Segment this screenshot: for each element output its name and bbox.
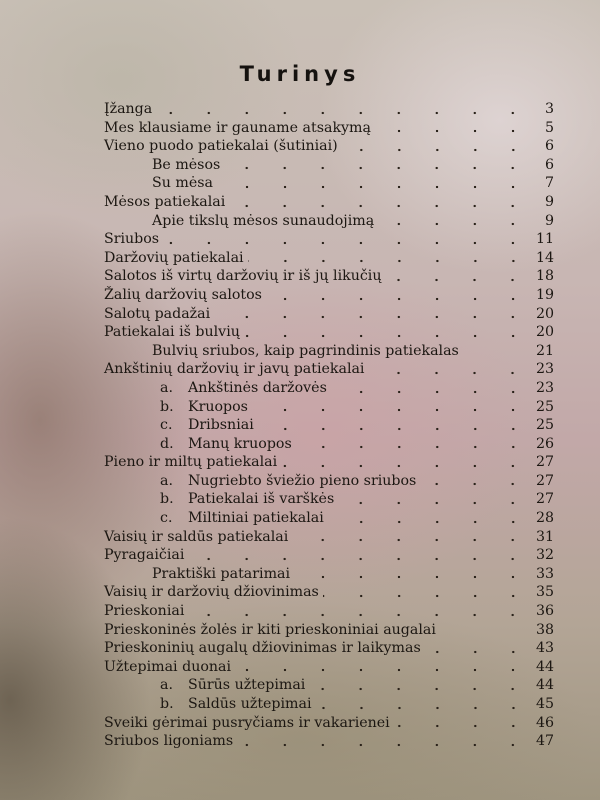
- toc-entry-page-number: 35: [535, 584, 554, 601]
- toc-entry-page-number: 26: [535, 435, 554, 452]
- toc-entry: [104, 249, 554, 268]
- toc-entry: [104, 398, 554, 417]
- toc-entry: [104, 305, 554, 324]
- toc-entry-label: [104, 583, 323, 602]
- toc-entry: [104, 119, 554, 138]
- toc-entry: [104, 714, 554, 733]
- dot-leader: [294, 565, 524, 584]
- dot-leader: [296, 435, 524, 454]
- toc-entry-text: Mes klausiame ir gauname atsakymą: [104, 119, 371, 136]
- toc-entry-text: Patiekalai iš varškės: [188, 491, 335, 508]
- toc-entry-label: [104, 286, 266, 305]
- dot-leader: [309, 676, 524, 695]
- toc-entry-page-number: 36: [535, 603, 554, 620]
- page-title: Turinys: [239, 62, 361, 86]
- toc-entry: [104, 323, 554, 342]
- toc-entry-page-number: 46: [535, 714, 554, 731]
- dot-leader: [378, 212, 524, 231]
- toc-entry-page-number: 25: [535, 417, 554, 434]
- toc-entry-label: [104, 621, 440, 640]
- toc-entry-marker: c.: [160, 510, 173, 527]
- toc-entry-text: Miltiniai patiekalai: [188, 510, 324, 527]
- toc-entry: [104, 490, 554, 509]
- toc-entry-label: [104, 212, 378, 231]
- toc-entry-label: [104, 416, 258, 435]
- toc-entry-label: [104, 565, 294, 584]
- toc-entry: [104, 695, 554, 714]
- toc-entry-text: Patiekalai iš bulvių: [104, 324, 240, 341]
- toc-entry-page-number: 6: [544, 138, 554, 155]
- toc-entry-label: [104, 509, 328, 528]
- toc-entry-text: Sveiki gėrimai pusryčiams ir vakarienei: [104, 714, 390, 731]
- toc-entry: [104, 100, 554, 119]
- dot-leader: [420, 472, 524, 491]
- dot-leader: [188, 602, 524, 621]
- toc-entry-page-number: 5: [544, 119, 554, 136]
- toc-entry: [104, 732, 554, 751]
- toc-entry-text: Be mėsos: [152, 156, 221, 173]
- toc-entry-text: Vieno puodo patiekalai (šutiniai): [104, 138, 338, 155]
- toc-entry-label: [104, 453, 281, 472]
- toc-entry-text: Prieskoninių augalų džiovinimas ir laikymas: [104, 640, 421, 657]
- toc-entry-page-number: 38: [535, 621, 554, 638]
- toc-entry: [104, 546, 554, 565]
- toc-entry-label: [104, 249, 248, 268]
- toc-entry: [104, 565, 554, 584]
- toc-entry-text: Užtepimai duonai: [104, 658, 232, 675]
- toc-entry-label: [104, 676, 309, 695]
- toc-entry-page-number: 11: [535, 231, 554, 248]
- toc-entry: [104, 435, 554, 454]
- toc-entry-label: [104, 714, 394, 733]
- toc-entry-marker: a.: [160, 472, 173, 489]
- toc-entry-text: Vaisių ir daržovių džiovinimas: [104, 584, 319, 601]
- toc-entry-label: [104, 639, 425, 658]
- toc-entry-label: [104, 379, 331, 398]
- toc-entry-label: [104, 472, 420, 491]
- toc-entry-marker: d.: [160, 435, 174, 452]
- toc-entry-page-number: 20: [535, 324, 554, 341]
- toc-entry: [104, 174, 554, 193]
- toc-entry-page-number: 23: [535, 361, 554, 378]
- toc-entry-page-number: 43: [535, 640, 554, 657]
- toc-entry-marker: b.: [160, 491, 174, 508]
- toc-entry-page-number: 28: [535, 510, 554, 527]
- toc-entry-text: Su mėsa: [152, 175, 213, 192]
- toc-entry-text: Daržovių patiekalai: [104, 249, 244, 266]
- toc-entry-marker: a.: [160, 379, 173, 396]
- toc-entry-text: Įžanga: [104, 101, 153, 117]
- dot-leader: [156, 100, 524, 119]
- toc-entry-label: [104, 435, 296, 454]
- toc-entry-label: [104, 528, 292, 547]
- dot-leader: [224, 156, 524, 175]
- toc-entry-text: Mėsos patiekalai: [104, 193, 226, 210]
- toc-entry-text: Žalių daržovių salotos: [104, 286, 262, 303]
- dot-leader: [163, 230, 524, 249]
- toc-entry-page-number: 44: [535, 677, 554, 694]
- toc-entry-page-number: 6: [544, 156, 554, 173]
- toc-entry-label: [104, 602, 188, 621]
- dot-leader: [425, 639, 524, 658]
- toc-entry-label: [104, 342, 463, 361]
- toc-entry-label: [104, 100, 156, 119]
- dot-leader: [368, 360, 524, 379]
- toc-entry-text: Pieno ir miltų patiekalai: [104, 454, 278, 471]
- toc-entry: [104, 156, 554, 175]
- toc-entry-label: [104, 119, 375, 138]
- toc-entry-label: [104, 695, 316, 714]
- toc-entry: [104, 583, 554, 602]
- toc-entry-page-number: 14: [535, 249, 554, 266]
- toc-entry-page-number: 32: [535, 547, 554, 564]
- dot-leader: [394, 714, 524, 733]
- toc-entry-text: Prieskoniai: [104, 603, 185, 620]
- dot-leader: [316, 695, 524, 714]
- table-of-contents: [104, 100, 554, 751]
- dot-leader: [248, 249, 524, 268]
- toc-entry-label: [104, 398, 252, 417]
- toc-entry: [104, 286, 554, 305]
- dot-leader: [375, 119, 524, 138]
- toc-entry-label: [104, 490, 338, 509]
- dot-leader: [244, 323, 524, 342]
- toc-entry-text: Salotų padažai: [104, 305, 211, 322]
- dot-leader: [440, 621, 524, 640]
- toc-entry: [104, 621, 554, 640]
- toc-entry: [104, 639, 554, 658]
- toc-entry: [104, 602, 554, 621]
- toc-entry: [104, 528, 554, 547]
- dot-leader: [323, 583, 524, 602]
- toc-entry-marker: b.: [160, 696, 174, 712]
- dot-leader: [235, 658, 524, 677]
- toc-entry-label: [104, 658, 235, 677]
- dot-leader: [237, 732, 524, 751]
- toc-entry-page-number: 27: [535, 454, 554, 471]
- toc-entry-label: [104, 360, 368, 379]
- toc-entry-label: [104, 305, 214, 324]
- dot-leader: [463, 342, 524, 361]
- toc-entry-text: Salotos iš virtų daržovių ir iš jų likučių: [104, 268, 382, 285]
- toc-entry-text: Praktiški patarimai: [152, 565, 291, 582]
- dot-leader: [281, 453, 524, 472]
- toc-entry-page-number: 7: [544, 175, 554, 192]
- toc-entry-label: [104, 323, 244, 342]
- dot-leader: [214, 305, 524, 324]
- toc-entry-label: [104, 230, 163, 249]
- toc-entry-text: Prieskoninės žolės ir kiti prieskoniniai augalai: [104, 621, 436, 638]
- dot-leader: [252, 398, 524, 417]
- toc-entry-text: Pyragaičiai: [104, 547, 185, 564]
- toc-entry-page-number: 47: [535, 733, 554, 750]
- toc-entry-page-number: 18: [535, 268, 554, 285]
- toc-entry-text: Dribsniai: [188, 417, 254, 434]
- toc-entry: [104, 472, 554, 491]
- toc-entry-page-number: 33: [535, 565, 554, 582]
- toc-entry-text: Bulvių sriubos, kaip pagrindinis patiekalas: [152, 342, 459, 359]
- toc-entry-label: [104, 193, 229, 212]
- dot-leader: [331, 379, 524, 398]
- toc-entry-marker: b.: [160, 398, 174, 415]
- toc-entry-page-number: 19: [535, 286, 554, 303]
- toc-entry-page-number: 9: [544, 212, 554, 229]
- toc-entry-label: [104, 267, 385, 286]
- toc-entry: [104, 453, 554, 472]
- toc-entry-page-number: 27: [535, 472, 554, 489]
- toc-entry-page-number: 21: [535, 342, 554, 359]
- dot-leader: [385, 267, 524, 286]
- toc-entry-page-number: 3: [544, 101, 554, 117]
- toc-entry-text: Sriubos: [104, 231, 160, 248]
- dot-leader: [266, 286, 524, 305]
- toc-entry: [104, 342, 554, 361]
- dot-leader: [342, 137, 524, 156]
- dot-leader: [338, 490, 524, 509]
- toc-entry-label: [104, 174, 217, 193]
- dot-leader: [258, 416, 524, 435]
- toc-entry-text: Sriubos ligoniams: [104, 733, 234, 750]
- toc-entry: [104, 360, 554, 379]
- toc-entry-text: Saldūs užtepimai: [188, 696, 312, 712]
- toc-entry-label: [104, 137, 342, 156]
- toc-entry: [104, 212, 554, 231]
- toc-entry-text: Vaisių ir saldūs patiekalai: [104, 528, 289, 545]
- toc-entry: [104, 379, 554, 398]
- toc-entry: [104, 416, 554, 435]
- toc-entry-page-number: 20: [535, 305, 554, 322]
- toc-entry-page-number: 27: [535, 491, 554, 508]
- toc-entry-marker: a.: [160, 677, 173, 694]
- toc-entry: [104, 193, 554, 212]
- toc-entry-page-number: 45: [535, 696, 554, 712]
- toc-entry-text: Ankštinių daržovių ir javų patiekalai: [104, 361, 365, 378]
- toc-entry-page-number: 23: [535, 379, 554, 396]
- toc-entry: [104, 509, 554, 528]
- toc-entry: [104, 230, 554, 249]
- toc-entry-page-number: 9: [544, 193, 554, 210]
- toc-entry-label: [104, 546, 188, 565]
- toc-entry-marker: c.: [160, 417, 173, 434]
- toc-entry-text: Sūrūs užtepimai: [188, 677, 306, 694]
- toc-entry-label: [104, 156, 224, 175]
- toc-entry: [104, 676, 554, 695]
- dot-leader: [229, 193, 524, 212]
- dot-leader: [292, 528, 524, 547]
- toc-entry-text: Kruopos: [188, 398, 248, 415]
- toc-entry-page-number: 44: [535, 658, 554, 675]
- toc-entry-text: Ankštinės daržovės: [188, 379, 327, 396]
- toc-entry-text: Apie tikslų mėsos sunaudojimą: [152, 212, 375, 229]
- toc-entry: [104, 267, 554, 286]
- toc-entry-text: Nugriebto šviežio pieno sriubos: [188, 472, 417, 489]
- dot-leader: [188, 546, 524, 565]
- toc-entry-page-number: 31: [535, 528, 554, 545]
- dot-leader: [328, 509, 524, 528]
- toc-entry: [104, 137, 554, 156]
- toc-entry-page-number: 25: [535, 398, 554, 415]
- toc-entry-label: [104, 732, 237, 751]
- toc-entry-text: Manų kruopos: [188, 435, 292, 452]
- dot-leader: [217, 174, 524, 193]
- toc-entry: [104, 658, 554, 677]
